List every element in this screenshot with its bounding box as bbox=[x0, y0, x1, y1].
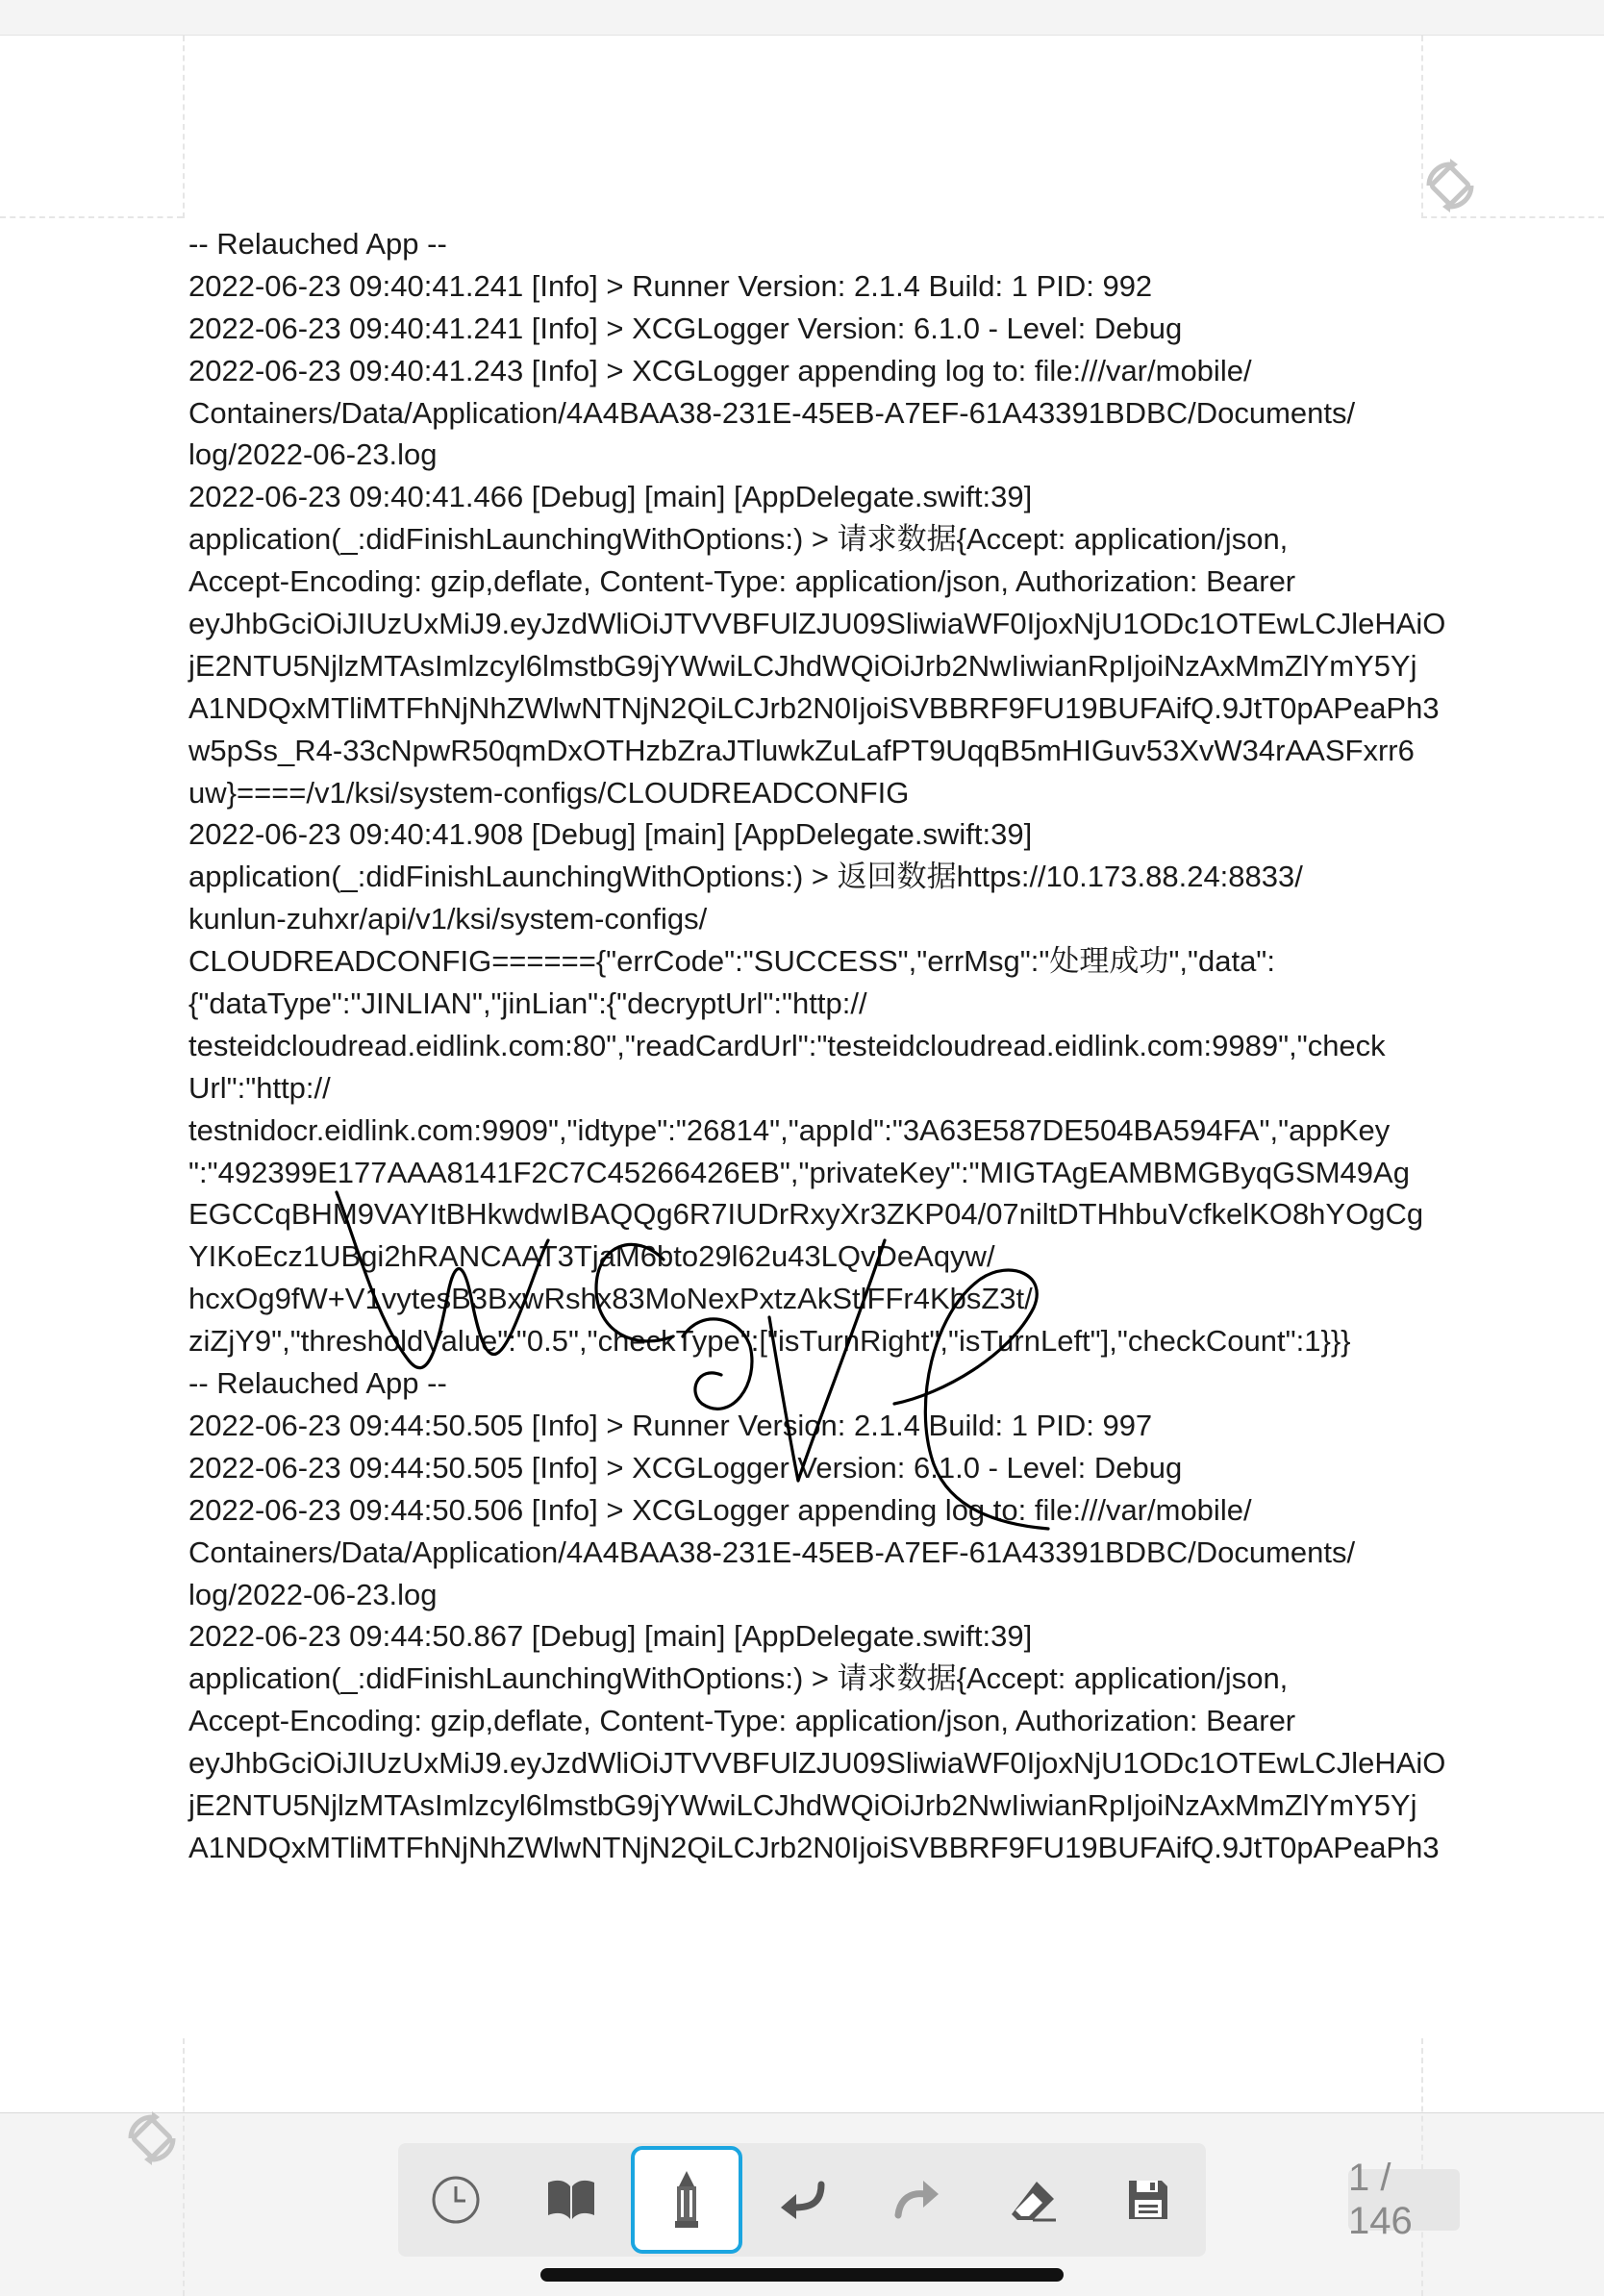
log-line: 2022-06-23 09:40:41.908 [Debug] [main] [AppDelegate.swift:39] bbox=[188, 817, 1033, 852]
history-icon bbox=[430, 2174, 482, 2226]
log-line: application(_:didFinishLaunchingWithOptions:) > 返回数据https://10.173.88.24:8833/ bbox=[188, 860, 1303, 894]
log-line: uw}====/v1/ksi/system-configs/CLOUDREADCONFIG bbox=[188, 775, 910, 810]
pencil-icon bbox=[667, 2169, 706, 2231]
log-line: Url":"http:// bbox=[188, 1070, 331, 1105]
undo-button[interactable] bbox=[744, 2143, 860, 2257]
log-line: log/2022-06-23.log bbox=[188, 437, 438, 472]
save-button[interactable] bbox=[1090, 2143, 1206, 2257]
log-line: {"dataType":"JINLIAN","jinLian":{"decryptUrl":"http:// bbox=[188, 986, 867, 1021]
annotation-toolbar bbox=[398, 2143, 1206, 2257]
log-line: 2022-06-23 09:40:41.241 [Info] > XCGLogger Version: 6.1.0 - Level: Debug bbox=[188, 311, 1183, 345]
page-indicator[interactable]: 1 / 146 bbox=[1348, 2169, 1460, 2231]
log-line: testeidcloudread.eidlink.com:80","readCardUrl":"testeidcloudread.eidlink.com:9989","check bbox=[188, 1028, 1386, 1062]
log-line: 2022-06-23 09:44:50.506 [Info] > XCGLogger appending log to: file:///var/mobile/ bbox=[188, 1492, 1252, 1527]
home-indicator[interactable] bbox=[540, 2268, 1064, 2282]
log-line: application(_:didFinishLaunchingWithOptions:) > 请求数据{Accept: application/json, bbox=[188, 1661, 1289, 1696]
log-line: EGCCqBHM9VAYItBHkwdwIBAQQg6R7IUDrRxyXr3ZKP04/07niltDTHhbuVcfkelKO8hYOgCg bbox=[188, 1197, 1424, 1232]
book-icon bbox=[544, 2177, 598, 2223]
redo-button[interactable] bbox=[860, 2143, 975, 2257]
log-line: jE2NTU5NjlzMTAsImlzcyl6lmstbG9jYWwiLCJhdWQiOiJrb2NwIiwianRpIjoiNzAxMmZlYmY5Yj bbox=[188, 648, 1417, 683]
log-line: log/2022-06-23.log bbox=[188, 1577, 438, 1611]
log-line: Accept-Encoding: gzip,deflate, Content-Type: application/json, Authorization: Bearer bbox=[188, 564, 1296, 599]
rotate-handle-icon[interactable] bbox=[1421, 157, 1479, 214]
undo-icon bbox=[777, 2179, 827, 2221]
log-line: application(_:didFinishLaunchingWithOptions:) > 请求数据{Accept: application/json, bbox=[188, 522, 1289, 557]
redo-icon bbox=[892, 2179, 942, 2221]
log-line: 2022-06-23 09:44:50.505 [Info] > Runner Version: 2.1.4 Build: 1 PID: 997 bbox=[188, 1408, 1153, 1442]
pencil-tool-button[interactable] bbox=[631, 2146, 742, 2254]
history-button[interactable] bbox=[398, 2143, 514, 2257]
log-line: ziZjY9","thresholdValue":"0.5","checkType":["isTurnRight","isTurnLeft"],"checkCount":1}}} bbox=[188, 1324, 1351, 1359]
log-line: -- Relauched App -- bbox=[188, 1366, 447, 1401]
log-line: kunlun-zuhxr/api/v1/ksi/system-configs/ bbox=[188, 902, 708, 936]
save-icon bbox=[1127, 2179, 1169, 2221]
log-line: 2022-06-23 09:40:41.243 [Info] > XCGLogger appending log to: file:///var/mobile/ bbox=[188, 353, 1252, 387]
rotate-handle-icon[interactable] bbox=[123, 2109, 181, 2167]
log-line: Accept-Encoding: gzip,deflate, Content-Type: application/json, Authorization: Bearer bbox=[188, 1704, 1296, 1738]
log-line: 2022-06-23 09:44:50.505 [Info] > XCGLogger Version: 6.1.0 - Level: Debug bbox=[188, 1450, 1183, 1485]
log-line: CLOUDREADCONFIG======{"errCode":"SUCCESS","errMsg":"处理成功","data": bbox=[188, 944, 1275, 979]
log-line: jE2NTU5NjlzMTAsImlzcyl6lmstbG9jYWwiLCJhdWQiOiJrb2NwIiwianRpIjoiNzAxMmZlYmY5Yj bbox=[188, 1787, 1417, 1822]
log-line: 2022-06-23 09:44:50.867 [Debug] [main] [AppDelegate.swift:39] bbox=[188, 1619, 1033, 1654]
bookmarks-button[interactable] bbox=[514, 2143, 629, 2257]
log-line: eyJhbGciOiJIUzUxMiJ9.eyJzdWliOiJTVVBFUlZJU09SliwiaWF0IjoxNjU1ODc1OTEwLCJleHAiO bbox=[188, 1746, 1446, 1781]
log-line: testnidocr.eidlink.com:9909","idtype":"26814","appId":"3A63E587DE504BA594FA","appKey bbox=[188, 1112, 1391, 1147]
log-line: -- Relauched App -- bbox=[188, 227, 447, 261]
crop-mark bbox=[1421, 216, 1604, 218]
log-line: ":"492399E177AAA8141F2C7C45266426EB","privateKey":"MIGTAgEAMBMGByqGSM49Ag bbox=[188, 1155, 1410, 1189]
log-line: YIKoEcz1UBgi2hRANCAAT3TjaM6bto29l62u43LQvDeAqyw/ bbox=[188, 1239, 995, 1274]
log-line: Containers/Data/Application/4A4BAA38-231E-45EB-A7EF-61A43391BDBC/Documents/ bbox=[188, 1535, 1356, 1569]
crop-mark bbox=[0, 216, 183, 218]
log-text-body bbox=[188, 223, 1446, 1869]
log-line: 2022-06-23 09:40:41.466 [Debug] [main] [AppDelegate.swift:39] bbox=[188, 480, 1033, 514]
eraser-icon bbox=[1008, 2178, 1058, 2222]
crop-mark bbox=[183, 2038, 185, 2296]
log-line: A1NDQxMTliMTFhNjNhZWlwNTNjN2QiLCJrb2N0IjoiSVBBRF9FU19BUFAifQ.9JtT0pAPeaPh3 bbox=[188, 1830, 1440, 1864]
log-line: hcxOg9fW+V1vytesB3BxwRshx83MoNexPxtzAkStlFFr4KbsZ3t/ bbox=[188, 1282, 1033, 1316]
log-line: eyJhbGciOiJIUzUxMiJ9.eyJzdWliOiJTVVBFUlZJU09SliwiaWF0IjoxNjU1ODc1OTEwLCJleHAiO bbox=[188, 607, 1446, 641]
log-line: w5pSs_R4-33cNpwR50qmDxOTHzbZraJTluwkZuLafPT9UqqB5mHIGuv53XvW34rAASFxrr6 bbox=[188, 733, 1415, 767]
crop-mark bbox=[183, 36, 185, 218]
log-line: A1NDQxMTliMTFhNjNhZWlwNTNjN2QiLCJrb2N0IjoiSVBBRF9FU19BUFAifQ.9JtT0pAPeaPh3 bbox=[188, 690, 1440, 725]
eraser-button[interactable] bbox=[975, 2143, 1090, 2257]
log-line: Containers/Data/Application/4A4BAA38-231E-45EB-A7EF-61A43391BDBC/Documents/ bbox=[188, 395, 1356, 430]
log-line: 2022-06-23 09:40:41.241 [Info] > Runner Version: 2.1.4 Build: 1 PID: 992 bbox=[188, 268, 1153, 303]
